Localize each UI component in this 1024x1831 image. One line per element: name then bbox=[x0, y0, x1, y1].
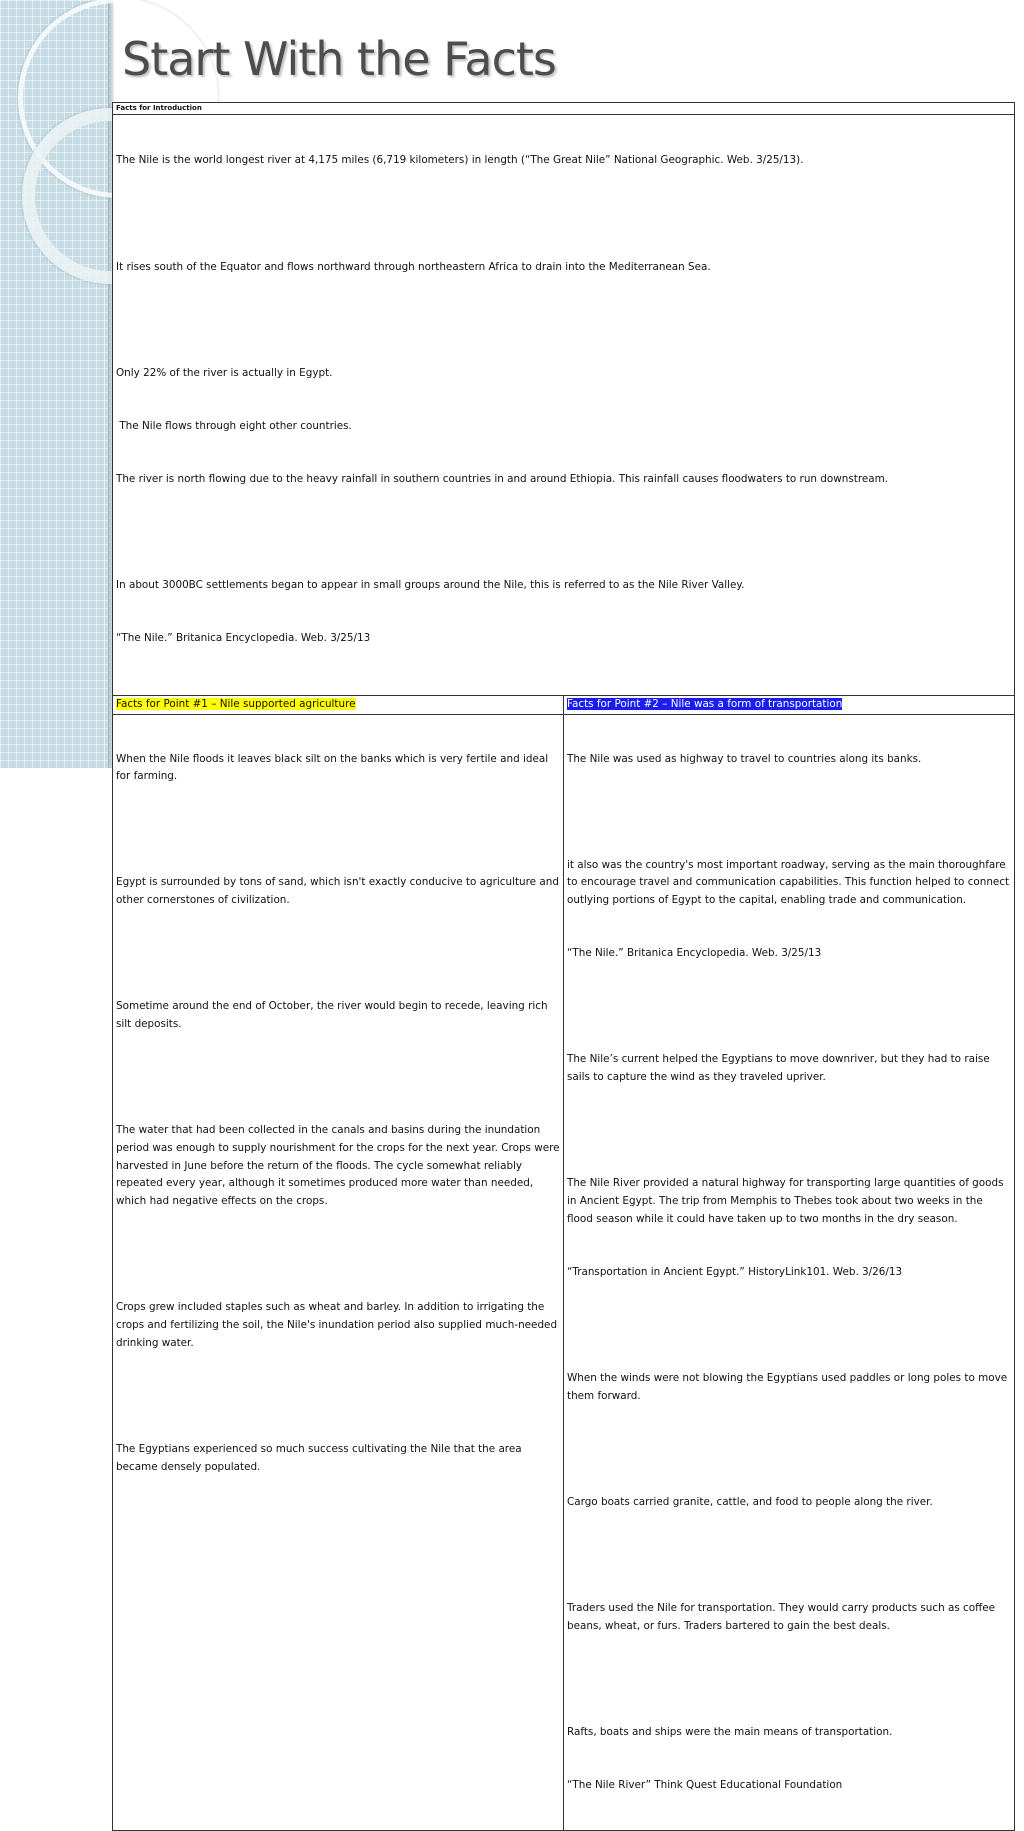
facts-table bbox=[112, 102, 1015, 1831]
slide-title: Start With the Facts bbox=[122, 32, 556, 86]
text-line: Cargo boats carried granite, cattle, and food to people along the river. bbox=[567, 1496, 933, 1509]
point2-body bbox=[564, 715, 1015, 1831]
citation-line: “The Nile.” Britanica Encyclopedia. Web. 3/25/13 bbox=[116, 632, 371, 645]
point2-paragraph bbox=[567, 715, 1011, 804]
point2-header-cell bbox=[564, 696, 1015, 715]
introduction-paragraph bbox=[116, 329, 1011, 524]
text-line: It rises south of the Equator and flows northward through northeastern Africa to drain into the Mediterranean Sea. bbox=[116, 260, 711, 273]
introduction-body bbox=[113, 115, 1015, 696]
citation-line: “The Nile River” Think Quest Educational Foundation bbox=[567, 1779, 843, 1792]
point1-header-cell bbox=[113, 696, 564, 715]
text-line: The Egyptians experienced so much success cultivating the Nile that the area became densely populated. bbox=[116, 1442, 525, 1473]
point1-paragraph bbox=[116, 1087, 563, 1246]
point2-paragraph bbox=[567, 1140, 1011, 1317]
introduction-paragraph bbox=[116, 117, 1011, 206]
point1-header: Facts for Point #1 – Nile supported agriculture bbox=[116, 698, 356, 711]
points-body-row bbox=[113, 715, 1015, 1831]
text-line: In about 3000BC settlements began to appear in small groups around the Nile, this is referred to as the Nile River Valley. bbox=[116, 579, 745, 592]
text-line: Only 22% of the river is actually in Egypt. bbox=[116, 366, 333, 379]
introduction-paragraph bbox=[116, 223, 1011, 312]
introduction-header: Facts for Introduction bbox=[113, 103, 1015, 115]
point1-paragraph bbox=[116, 1406, 560, 1512]
text-line: The water that had been collected in the canals and basins during the inundation period was enough to supply nourishment for the crops for the next year. Crops were harvested in June before the return of the floods. The cycle somewhat reliably repeated every year, although it sometimes produced more water than needed, which had negative effects on the crops. bbox=[116, 1124, 563, 1208]
point2-header: Facts for Point #2 – Nile was a form of transportation bbox=[567, 698, 843, 711]
text-line: When the winds were not blowing the Egyptians used paddles or long poles to move them forward. bbox=[567, 1372, 1011, 1402]
text-line: Egypt is surrounded by tons of sand, which isn't exactly conducive to agriculture and other cornerstones of civilization. bbox=[116, 876, 563, 907]
text-line: Traders used the Nile for transportation. They would carry products such as coffee beans, wheat, or furs. Traders bartered to gain the best deals. bbox=[567, 1602, 999, 1632]
introduction-header-row bbox=[113, 103, 1015, 115]
introduction-paragraph bbox=[116, 542, 1011, 684]
text-line: it also was the country's most important roadway, serving as the main thoroughfare to encourage travel and communication capabilities. This function helped to connect outlying portions of Egypt to the capital, enabling trade and communication. bbox=[567, 858, 1013, 907]
points-header-row bbox=[113, 696, 1015, 715]
text-line: The Nile flows through eight other countries. bbox=[116, 419, 352, 432]
introduction-body-row bbox=[113, 115, 1015, 696]
point1-paragraph bbox=[116, 839, 563, 945]
text-line: Rafts, boats and ships were the main means of transportation. bbox=[567, 1726, 893, 1739]
text-line: The Nile’s current helped the Egyptians to move downriver, but they had to raise sails to capture the wind as they traveled upriver. bbox=[567, 1053, 993, 1084]
point2-paragraph bbox=[567, 821, 1011, 998]
text-line: The river is north flowing due to the heavy rainfall in southern countries in and around Ethiopia. This rainfall causes floodwaters to run downstream. bbox=[116, 473, 889, 486]
point2-paragraph bbox=[567, 1689, 1011, 1831]
point1-paragraph bbox=[116, 963, 560, 1069]
point2-paragraph bbox=[567, 1565, 1011, 1671]
point2-paragraph bbox=[567, 1016, 1011, 1122]
point1-body bbox=[113, 715, 564, 1831]
text-line: Sometime around the end of October, the river would begin to recede, leaving rich silt deposits. bbox=[116, 1000, 551, 1031]
text-line: The Nile is the world longest river at 4,175 miles (6,719 kilometers) in length (“The Great Nile” National Geographic. Web. 3/25/13). bbox=[116, 154, 804, 167]
text-line: Crops grew included staples such as wheat and barley. In addition to irrigating the crops and fertilizing the soil, the Nile's inundation period also supplied much-needed drinking water. bbox=[116, 1301, 561, 1349]
citation-line: “The Nile.” Britanica Encyclopedia. Web. 3/25/13 bbox=[567, 947, 822, 960]
point1-paragraph bbox=[116, 1264, 560, 1388]
point2-paragraph bbox=[567, 1459, 1011, 1548]
citation-line: “Transportation in Ancient Egypt.” HistoryLink101. Web. 3/26/13 bbox=[567, 1265, 903, 1278]
text-line: When the Nile floods it leaves black silt on the banks which is very fertile and ideal for farming. bbox=[116, 752, 552, 783]
text-line: The Nile River provided a natural highway for transporting large quantities of goods in Ancient Egypt. The trip from Memphis to Thebes took about two weeks in the flood season while it could have taken up to two months in the dry season. bbox=[567, 1177, 1007, 1225]
text-line: The Nile was used as highway to travel to countries along its banks. bbox=[567, 752, 922, 765]
point2-paragraph bbox=[567, 1335, 1011, 1441]
point1-paragraph bbox=[116, 715, 560, 821]
